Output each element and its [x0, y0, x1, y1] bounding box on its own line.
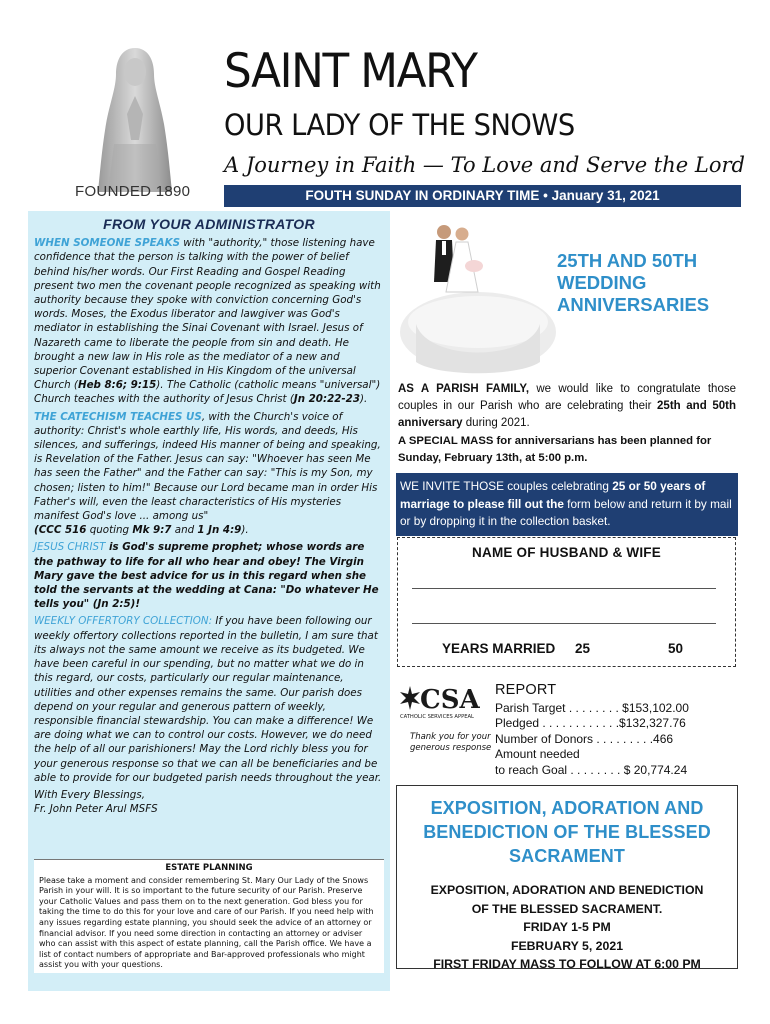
paragraph-lead: JESUS CHRIST [34, 541, 106, 554]
years-option-25[interactable]: 25 [575, 641, 591, 656]
paragraph-text: and [171, 524, 198, 537]
letter-signature: Fr. John Peter Arul MSFS [34, 803, 158, 816]
estate-body: Please take a moment and consider remembering St. Mary Our Lady of the Snows Parish in your will. It is so important to the future security of our Parish. Preserve your Catholic Values and pass them on to the next generation. God bless you for taking the time to do this for your love and care of our Parish. If you need help with any issues regarding estate planning, you should seek the advice of an attorney or financial advisor. If you need some direction in contacting an attorney or adviser who can assist with this aspect of estate planning, call the Parish office. We have a list of contact numbers of appropriate and Bar-approved professionals who might assist you with your questions. [39, 875, 374, 970]
congrats-text: we would like to congratulate those couples in our Parish who are celebrating their [398, 383, 736, 412]
csa-report-row: Amount needed [495, 747, 580, 761]
special-mass-line: A SPECIAL MASS for anniversarians has been planned for [398, 435, 712, 447]
administrator-heading: FROM YOUR ADMINISTRATOR [103, 216, 315, 232]
letter-paragraph [34, 614, 384, 784]
paragraph-text: If you have been following our weekly offertory collections reported in the bulletin, I am sure that its always not the same amount we receive as its budgeted. We have been careful in our spending, but no matter what we do in this regard, our costs, particularly our regular maintenance, utilities and other expenses remains the same. Our parish does depend on your regular and generous pattern of weekly, responsible financial stewardship. You can make a difference! We are doing what we can to control our costs. However, we do need the help of all our parishioners! May the Lord richly bless you for your generous response so that we can all be beneficiaries and be able to provide for our budgeted parish needs throughout the year. [34, 615, 382, 784]
invitation-box [396, 473, 738, 536]
congratulations-text [398, 381, 736, 432]
csa-report [495, 683, 740, 778]
heading-line: WEDDING [557, 272, 647, 293]
years-option-50[interactable]: 50 [668, 641, 684, 656]
scripture-ref: 1 Jn 4:9 [197, 524, 242, 537]
exposition-date: FEBRUARY 5, 2021 [510, 938, 624, 953]
paragraph-text: is God's supreme prophet; whose words are the pathway to life for all who hear and obey! The Virgin Mary gave the best advice for us in this regard when she told the servants at the wedding at Cana: "Do whatever He tells you" (Jn 2:5)! [34, 541, 379, 611]
heading-line: BENEDICTION OF THE BLESSED [423, 822, 711, 842]
parish-subtitle: OUR LADY OF THE SNOWS [224, 108, 575, 142]
liturgical-date-banner: FOUTH SUNDAY IN ORDINARY TIME • January 31, 2021 [224, 185, 741, 207]
csa-report-row: Pledged . . . . . . . . . . . .$132,327.76 [495, 716, 686, 730]
paragraph-text: ). The Catholic (catholic means "universal") Church teaches with the authority of Jesus Christ ( [34, 379, 381, 406]
paragraph-text: , with the Church's voice of authority: Christ's whole earthly life, His words, and deeds, His silences, and sufferings, indeed His manner of being and speaking, is Revelation of the Father. Jesus can say: "Whoever has seen Me has seen the Father" and the Father can say: "This is my Son, my chosen; listen to him!" Because our Lord became man in order His Father's will, even the least characteristics of His mysteries manifest God's love ... among us" [34, 410, 381, 523]
exposition-box [396, 785, 738, 969]
exposition-time: FRIDAY 1-5 PM [523, 920, 611, 934]
congrats-text: during 2021. [462, 417, 530, 429]
csa-logo [398, 680, 490, 720]
estate-planning-box [34, 859, 384, 973]
csa-logo-text: CSA [420, 685, 480, 715]
invite-text: WE INVITE THOSE couples celebrating [400, 479, 613, 493]
csa-thank-you: Thank you for your generous response [410, 732, 492, 753]
wedding-cake-topper-image [398, 212, 558, 377]
paragraph-text: ). [241, 524, 249, 537]
scripture-ref: (CCC 516 [34, 524, 87, 537]
heading-line: 25TH AND 50TH [557, 250, 698, 271]
heading-line: EXPOSITION, ADORATION AND [430, 798, 704, 818]
wedding-anniversaries-heading [557, 250, 709, 316]
letter-paragraph [34, 540, 384, 611]
form-heading: NAME OF HUSBAND & WIFE [472, 545, 661, 560]
special-mass-date: Sunday, February 13th, at 5:00 p.m. [398, 452, 588, 464]
wife-name-field[interactable] [412, 623, 716, 624]
husband-name-field[interactable] [412, 588, 716, 589]
scripture-ref: Heb 8:6; 9:15 [77, 379, 157, 392]
invite-emphasis: 25 or 50 years of marriage to please fill out the [400, 479, 706, 511]
heading-line: ANNIVERSARIES [557, 294, 710, 315]
anniversary-form [397, 537, 736, 667]
special-mass-notice [398, 433, 736, 467]
paragraph-lead: WHEN SOMEONE SPEAKS [34, 237, 181, 250]
exposition-line: OF THE BLESSED SACRAMENT. [471, 901, 663, 916]
csa-report-row: Parish Target . . . . . . . . $153,102.00 [495, 700, 689, 715]
paragraph-text: quoting [86, 524, 133, 537]
founded-year: FOUNDED 1890 [75, 183, 191, 200]
csa-report-row: Number of Donors . . . . . . . . .466 [495, 731, 674, 746]
exposition-details [397, 881, 737, 974]
exposition-line: EXPOSITION, ADORATION AND BENEDICTION [430, 883, 704, 897]
paragraph-text: ). [360, 393, 368, 406]
congrats-emphasis: 25th and 50th anniversary [398, 400, 736, 429]
parish-title: SAINT MARY [224, 44, 477, 99]
csa-logo-subtitle: CATHOLIC SERVICES APPEAL [400, 714, 474, 720]
exposition-mass: FIRST FRIDAY MASS TO FOLLOW AT 6:00 PM [433, 957, 701, 971]
csa-report-row: to reach Goal . . . . . . . . $ 20,774.24 [495, 762, 688, 777]
parish-tagline: A Journey in Faith — To Love and Serve the Lord [224, 153, 745, 177]
csa-report-title: REPORT [495, 682, 557, 698]
congrats-lead: AS A PARISH FAMILY, [398, 383, 530, 395]
estate-heading: ESTATE PLANNING [165, 863, 253, 873]
heading-line: SACRAMENT [509, 846, 625, 866]
administrator-letter-panel [28, 211, 390, 991]
scripture-ref: Mk 9:7 [132, 524, 172, 537]
years-married-label: YEARS MARRIED [442, 641, 556, 656]
paragraph-text: with "authority," those listening have confidence that the person is talking with the power of belief behind his/her words. Our First Reading and Gospel Reading present two men the covenant people recognized as speaking with authority because they spoke with conviction concerning God's words. Moses, the Exodus liberator and lawgiver was God's mediator in establishing the Sinai Covenant with Israel. Jesus of Nazareth came to liberate the people from sin and death. He brought a new law in His role as the mediator of a new and superior Covenant established in His Kingdom of the universal Church ( [34, 237, 381, 392]
letter-paragraph [34, 236, 384, 406]
letter-paragraph [34, 410, 384, 538]
paragraph-lead: THE CATECHISM TEACHES US [34, 410, 202, 423]
scripture-ref: Jn 20:22-23 [293, 393, 361, 406]
exposition-heading [397, 796, 737, 868]
mary-statue-image [92, 44, 178, 192]
paragraph-lead: WEEKLY OFFERTORY COLLECTION: [34, 615, 213, 628]
letter-closing: With Every Blessings, [34, 788, 145, 801]
invite-text: form below and return it by mail or by dropping it in the collection basket. [400, 496, 732, 528]
